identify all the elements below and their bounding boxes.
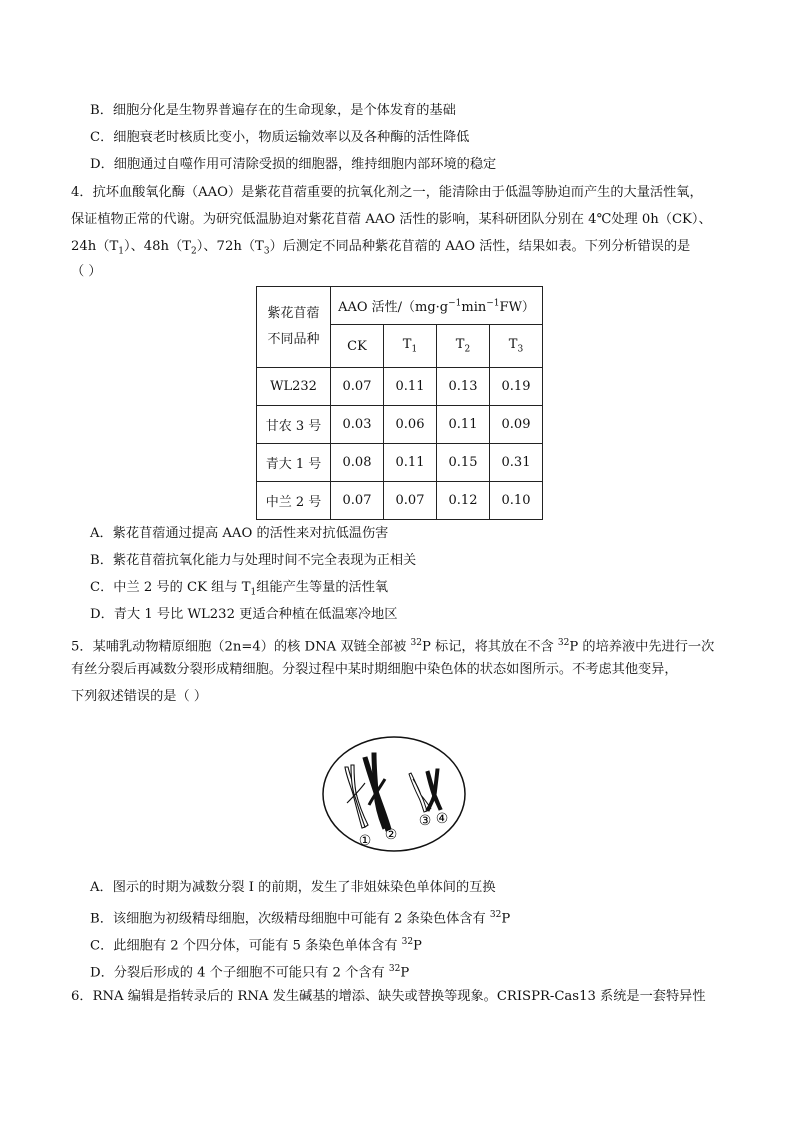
col-header-t1: $T_1$ — [384, 325, 437, 368]
q3-option-d: D．细胞通过自噬作用可清除受损的细胞器，维持细胞内部环境的稳定 — [90, 157, 497, 172]
cell-t2: 0.13 — [437, 368, 490, 406]
q3-option-b: B．细胞分化是生物界普遍存在的生命现象，是个体发育的基础 — [90, 103, 456, 118]
cell-ck: 0.03 — [331, 406, 384, 444]
q5-stem-line1: 5．某哺乳动物精原细胞（2n=4）的核 DNA 双链全部被 $^{32}$P 标记，将其放在不含 $^{32}$P 的培养液中先进行一次 — [71, 638, 715, 655]
table-group-header: AAO 活性$/(mg\cdot g^{-1}\min^{-1}FW)$ — [331, 287, 543, 325]
q5-option-b: B．该细胞为初级精母细胞，次级精母细胞中可能有 2 条染色体含有 $^{32}$P — [90, 910, 511, 927]
aao-activity-table — [256, 286, 543, 520]
q4-option-d: D．青大 1 号比 WL232 更适合种植在低温寒冷地区 — [90, 607, 398, 622]
cell-chromosome-figure — [321, 735, 467, 853]
chromosome-1 — [345, 765, 368, 828]
row-name: 甘农 3 号 — [257, 406, 331, 444]
cell-t3: 0.31 — [490, 444, 543, 482]
label-1: ① — [358, 833, 372, 849]
table-corner-header: 紫花苜蓿 不同品种 — [257, 287, 331, 368]
row-name: WL232 — [257, 368, 331, 406]
q5-stem-line2: 有丝分裂后再减数分裂形成精细胞。分裂过程中某时期细胞中染色体的状态如图所示。不考虑其他变异， — [71, 662, 678, 677]
table-row — [257, 482, 543, 520]
q5-option-d: D．分裂后形成的 4 个子细胞不可能只有 2 个含有 $^{32}$P — [90, 964, 410, 981]
col-header-t3: $T_3$ — [490, 325, 543, 368]
chromosome-2 — [363, 753, 391, 831]
q5-option-c: C．此细胞有 2 个四分体，可能有 5 条染色单体含有 $^{32}$P — [90, 937, 422, 954]
cell-ck: 0.07 — [331, 482, 384, 520]
cell-t1: 0.11 — [384, 368, 437, 406]
row-name: 青大 1 号 — [257, 444, 331, 482]
cell-t1: 0.07 — [384, 482, 437, 520]
cell-ck: 0.07 — [331, 368, 384, 406]
cell-t3: 0.19 — [490, 368, 543, 406]
cell-t1: 0.11 — [384, 444, 437, 482]
table-row — [257, 444, 543, 482]
row-name: 中兰 2 号 — [257, 482, 331, 520]
cell-t2: 0.11 — [437, 406, 490, 444]
table-row — [257, 406, 543, 444]
q4-option-c: C．中兰 2 号的 CK 组与 $T_1$组能产生等量的活性氧 — [90, 580, 389, 598]
label-2: ② — [384, 827, 398, 843]
q5-option-a: A．图示的时期为减数分裂 I 的前期，发生了非姐妹染色单体间的互换 — [90, 880, 496, 895]
chromosome-4 — [426, 769, 442, 811]
cell-ck: 0.08 — [331, 444, 384, 482]
label-3: ③ — [418, 813, 432, 829]
cell-t2: 0.15 — [437, 444, 490, 482]
col-header-t2: $T_2$ — [437, 325, 490, 368]
q4-option-b: B．紫花苜蓿抗氧化能力与处理时间不完全表现为正相关 — [90, 553, 417, 568]
cell-t3: 0.09 — [490, 406, 543, 444]
q4-answer-blank: （ ） — [71, 264, 102, 279]
cell-t1: 0.06 — [384, 406, 437, 444]
q4-option-a: A．紫花苜蓿通过提高 AAO 的活性来对抗低温伤害 — [90, 526, 389, 541]
cell-t2: 0.12 — [437, 482, 490, 520]
q3-option-c: C．细胞衰老时核质比变小，物质运输效率以及各种酶的活性降低 — [90, 130, 470, 145]
q6-stem-line1: 6．RNA 编辑是指转录后的 RNA 发生碱基的增添、缺失或替换等现象。CRISPR-Cas13 系统是一套特异性 — [71, 989, 706, 1004]
q4-stem-line2: 保证植物正常的代谢。为研究低温胁迫对紫花苜蓿 AAO 活性的影响，某科研团队分别在 4℃处理 0h（CK）、 — [71, 212, 712, 227]
cell-t3: 0.10 — [490, 482, 543, 520]
q4-stem-line1: 4．抗坏血酸氧化酶（AAO）是紫花苜蓿重要的抗氧化剂之一，能清除由于低温等胁迫而产生的大量活性氧， — [71, 185, 703, 200]
q4-stem-line3: $24h(T_1)$、$48h(T_2)$、$72h(T_3)$后测定不同品种紫花苜蓿的 AAO 活性，结果如表。下列分析错误的是 — [71, 239, 691, 257]
label-4: ④ — [435, 811, 449, 827]
col-header-ck: CK — [331, 325, 384, 368]
table-row — [257, 368, 543, 406]
q5-stem-line3: 下列叙述错误的是（ ） — [71, 689, 208, 704]
